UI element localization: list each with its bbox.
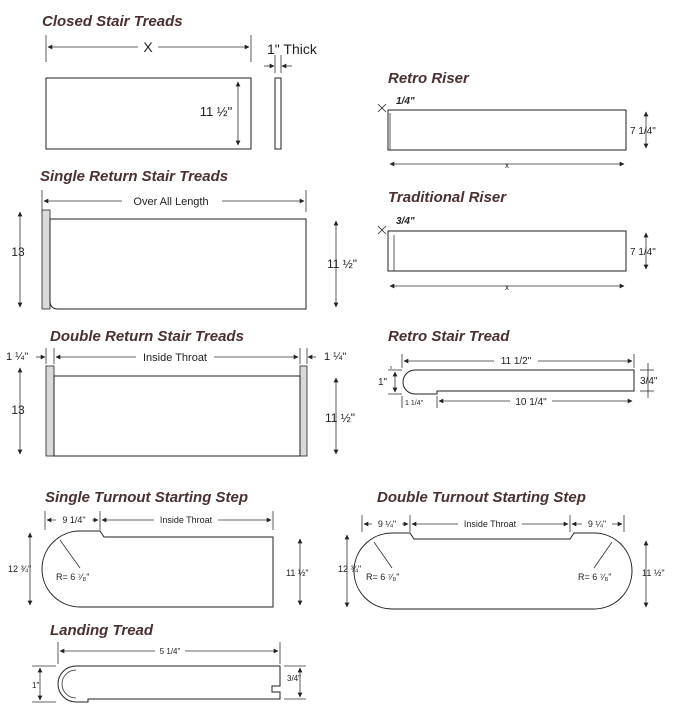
dr-tread-shape [54, 376, 300, 456]
dr-right-return-label: 1 ¼" [324, 351, 347, 363]
st-throat-label: Inside Throat [159, 515, 213, 525]
dt-height-left-label: 12 ¾" [338, 564, 362, 574]
closed-depth-label: 11 ½" [199, 104, 233, 119]
dt-radius-left-label: R= 6 ⁷⁄₈" [366, 572, 400, 582]
dr-depth-label: 11 ½" [324, 411, 356, 425]
rt-overall-label: 11 1/2" [500, 356, 532, 367]
closed-stair-treads-section [42, 13, 318, 149]
rt-nose-label: 1 1/4" [405, 400, 424, 407]
sr-return-end [42, 210, 50, 309]
tr-riser-shape [388, 231, 626, 271]
tr-height-label: 7 1/4" [630, 247, 656, 258]
dt-step-shape [354, 533, 632, 609]
single-turnout-title: Single Turnout Starting Step [45, 489, 249, 506]
dr-return-h-label: 13 [11, 403, 25, 417]
st-height-right-label: 11 ½" [286, 568, 309, 578]
single-return-title: Single Return Stair Treads [40, 168, 229, 185]
rr-riser-shape [388, 110, 626, 150]
single-return-section [11, 168, 357, 309]
st-left-label: 9 1/4" [62, 515, 86, 525]
closed-tread-edge-view [275, 78, 281, 149]
dt-radius-right-label: R= 6 ⁷⁄₈" [578, 572, 612, 582]
traditional-riser-title: Traditional Riser [388, 189, 507, 206]
sr-tread-shape [50, 219, 306, 309]
closed-width-label: X [143, 39, 153, 55]
single-turnout-section [8, 489, 309, 607]
st-height-left-label: 12 ¾" [8, 564, 32, 574]
sr-return-h-label: 13 [11, 245, 25, 259]
retro-riser-title: Retro Riser [388, 70, 469, 87]
landing-tread-title: Landing Tread [50, 622, 154, 639]
landing-tread-section [32, 622, 306, 702]
sr-depth-label: 11 ½" [326, 257, 358, 271]
rt-body-label: 10 1/4" [515, 397, 547, 408]
lt-width-label: 5 1/4" [159, 647, 181, 656]
rr-height-label: 7 1/4" [630, 126, 656, 137]
st-radius-label: R= 6 ⁷⁄₈" [56, 572, 90, 582]
sr-length-label: Over All Length [133, 196, 209, 208]
retro-tread-title: Retro Stair Tread [388, 328, 510, 345]
dt-throat-label: Inside Throat [463, 519, 517, 529]
lt-tread-profile [58, 666, 280, 702]
double-return-title: Double Return Stair Treads [50, 328, 244, 345]
rt-tread-profile [403, 370, 634, 394]
rr-thick-label: 1/4" [396, 96, 415, 107]
dt-height-right-label: 11 ½" [642, 568, 665, 578]
rt-left-h-label: 1" [378, 377, 388, 388]
dr-right-return-end [300, 366, 307, 456]
rt-right-h-label: 3/4" [640, 376, 658, 387]
double-turnout-section [338, 489, 665, 609]
st-step-shape [42, 531, 273, 607]
double-turnout-title: Double Turnout Starting Step [377, 489, 586, 506]
lt-left-h-label: 1" [32, 681, 40, 690]
rr-width-label: x [505, 161, 509, 170]
lt-right-h-label: 3/4" [287, 674, 301, 683]
dr-left-return-end [46, 366, 54, 456]
retro-riser-section [378, 70, 656, 170]
closed-treads-title: Closed Stair Treads [42, 13, 183, 30]
dt-right-label: 9 ¼" [587, 519, 607, 529]
closed-thick-label: 1" Thick [267, 41, 317, 57]
dt-left-label: 9 ¼" [377, 519, 397, 529]
dr-throat-label: Inside Throat [142, 352, 208, 364]
tr-width-label: x [505, 283, 509, 292]
retro-stair-tread-section [378, 328, 658, 408]
tr-thick-label: 3/4" [396, 216, 415, 227]
traditional-riser-section [378, 189, 656, 292]
dr-left-return-label: 1 ¼" [6, 351, 29, 363]
double-return-section [6, 328, 355, 456]
